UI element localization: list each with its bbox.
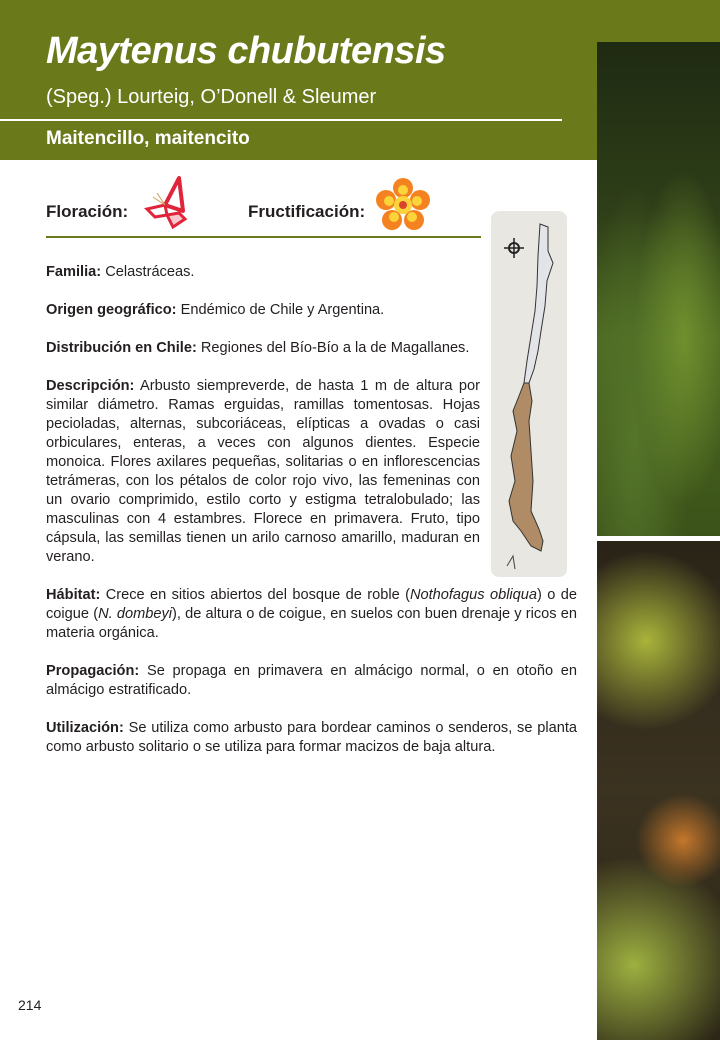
species-author: (Speg.) Lourteig, O’Donell & Sleumer [46,86,377,108]
section-habitat: Hábitat: Crece en sitios abiertos del bosque de roble (Nothofagus obliqua) o de coigue (N. dombeyi), de altura o de coigue, en suelos con buen drenaje y ricos en materia orgánica. [46,587,577,641]
section-utilizacion: Utilización: Se utiliza como arbusto para bordear caminos o senderos, se planta como arbusto solitario o se utiliza para formar macizos de baja altura. [46,720,577,755]
plant-photo-fruits [597,541,720,1040]
fruiting-label: Fructificación: [248,202,366,221]
section-descripcion: Descripción: Arbusto siempreverde, de hasta 1 m de altura por similar diámetro. Ramas erguidas, ramillas tomentosas. Hojas pecioladas, alternas, subcoriáceas, elípticas a ovadas o casi orbiculares, enteras, a veces con algunos dientes. Especie monoica. Flores axilares pequeñas, solitarias o en inflorescencias tetrámeras, con los pétalos de color rojo vivo, las femeninas con un ovario comprimido, estilo corto y estigma tetralobulado; las masculinas con 4 estambres. Florece en primavera. Fruto, tipo cápsula, las semillas tienen un arilo carnoso amarillo, maduran en verano. [46,378,481,565]
flower-icon [376,178,430,232]
section-origen: Origen geográfico: Endémico de Chile y Argentina. [46,302,385,318]
page-number: 214 [18,997,42,1013]
section-rule [46,236,481,238]
section-distribucion: Distribución en Chile: Regiones del Bío-Bío a la de Magallanes. [46,340,470,356]
species-title: Maytenus chubutensis [46,30,446,72]
butterfly-icon [143,175,189,229]
section-familia: Familia: Celastráceas. [46,264,195,280]
flowering-label: Floración: [46,202,129,221]
species-description [46,263,577,776]
plant-photo-shrub [597,42,720,536]
common-name: Maitencillo, maitencito [46,128,250,149]
section-propagacion: Propagación: Se propaga en primavera en almácigo normal, o en otoño en almácigo estratificado. [46,663,577,698]
header-divider [0,119,562,121]
compass-icon [504,238,524,258]
